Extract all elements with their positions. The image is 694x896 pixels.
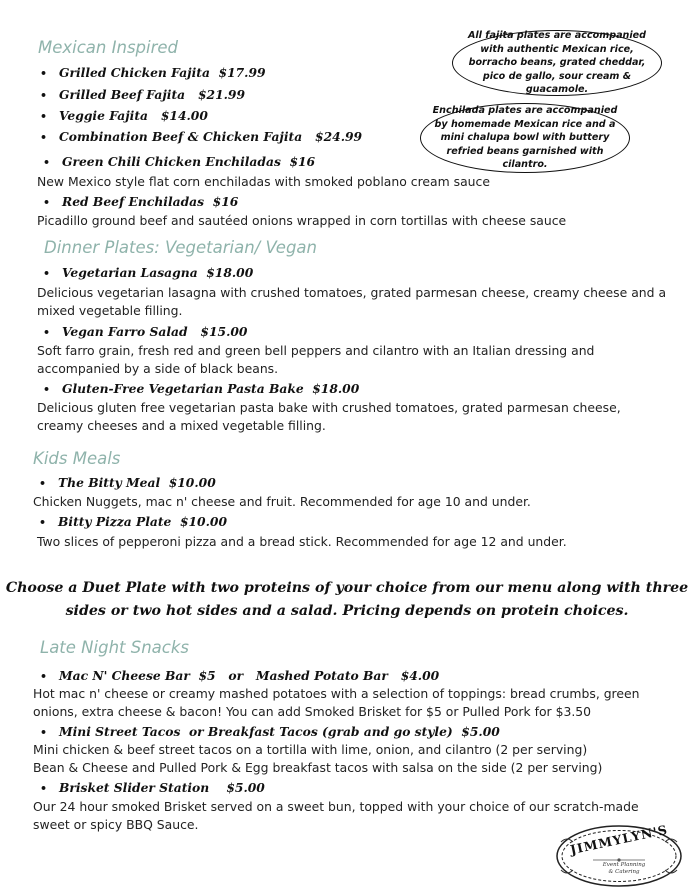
- bullet-icon: •: [40, 110, 48, 123]
- item-price: $14.00: [160, 108, 208, 123]
- menu-item: [40, 668, 439, 683]
- enchilada-note: Enchilada plates are accompanied by homemade Mexican rice and a mini chalupa bowl with buttery refried beans garnished with cilantro.: [420, 103, 630, 173]
- bullet-icon: •: [43, 267, 51, 280]
- logo-tagline-line: & Catering: [608, 868, 640, 875]
- menu-item: [40, 780, 265, 795]
- item-description: [33, 685, 639, 720]
- description-line: Hot mac n' cheese or creamy mashed potatoes with a selection of toppings: bread crumbs, green: [33, 686, 640, 701]
- logo-tagline: [593, 862, 655, 875]
- item-price: $4.00: [400, 668, 440, 683]
- description-line: Mini chicken & beef street tacos on a tortilla with lime, onion, and cilantro (2 per serving): [33, 742, 588, 757]
- bullet-icon: •: [40, 782, 48, 795]
- item-price: $16: [289, 154, 316, 169]
- description-line: Bean & Cheese and Pulled Pork & Egg breakfast tacos with salsa on the side (2 per serving): [33, 759, 603, 775]
- item-price: $24.99: [315, 129, 363, 144]
- item-price: $17.99: [218, 65, 266, 80]
- description-line: Delicious gluten free vegetarian pasta bake with crushed tomatoes, grated parmesan cheese,: [37, 400, 621, 415]
- bullet-icon: •: [40, 726, 48, 739]
- item-price: $10.00: [168, 475, 216, 490]
- item-description: [33, 741, 602, 776]
- menu-item: [43, 381, 359, 396]
- item-price: $21.99: [197, 87, 246, 102]
- section-heading-kids: Kids Meals: [33, 449, 121, 468]
- item-name: Grilled Beef Fajita: [59, 87, 186, 102]
- section-heading-mexican: Mexican Inspired: [38, 38, 179, 57]
- item-price: $18.00: [206, 265, 254, 280]
- menu-item: [43, 154, 315, 169]
- item-name: Veggie Fajita: [59, 108, 149, 123]
- bullet-icon: •: [40, 670, 48, 683]
- item-price: $5.00: [226, 780, 265, 795]
- duet-plate-promo: [0, 577, 694, 623]
- menu-item: [43, 324, 247, 339]
- item-name: Brisket Slider Station: [59, 780, 210, 795]
- menu-item: [40, 129, 362, 144]
- description-line: Our 24 hour smoked Brisket served on a sweet bun, topped with your choice of our scratch-made: [33, 799, 639, 814]
- logo-name: JIMMYLYN'S: [568, 821, 670, 858]
- fajita-note: All fajita plates are accompanied with authentic Mexican rice, borracho beans, grated cheddar, pico de gallo, sour cream & guacamole.: [452, 30, 662, 96]
- description-line: Delicious vegetarian lasagna with crushed tomatoes, grated parmesan cheese, creamy cheese and a: [37, 285, 667, 300]
- bullet-icon: •: [40, 131, 48, 144]
- menu-item: [39, 514, 227, 529]
- item-name: Mac N' Cheese Bar $5 or Mashed Potato Bar: [59, 668, 388, 683]
- description-line: onions, extra cheese & bacon! You can add Smoked Brisket for $5 or Pulled Pork for $3.50: [33, 703, 592, 719]
- bullet-icon: •: [39, 477, 47, 490]
- section-heading-dinner: Dinner Plates: Vegetarian/ Vegan: [44, 238, 317, 257]
- description-line: creamy cheeses and a mixed vegetable filling.: [37, 417, 326, 433]
- item-name: Green Chili Chicken Enchiladas: [62, 154, 281, 169]
- bullet-icon: •: [43, 196, 51, 209]
- item-description: Chicken Nuggets, mac n' cheese and fruit. Recommended for age 10 and under.: [33, 494, 531, 509]
- description-line: mixed vegetable filling.: [37, 302, 183, 318]
- promo-line: sides or two hot sides and a salad. Pricing depends on protein choices.: [65, 603, 629, 619]
- item-description: [37, 342, 594, 377]
- menu-item: [40, 108, 208, 123]
- item-description: Two slices of pepperoni pizza and a bread stick. Recommended for age 12 and under.: [37, 534, 567, 549]
- menu-item: [43, 265, 253, 280]
- description-line: sweet or spicy BBQ Sauce.: [33, 816, 199, 832]
- bullet-icon: •: [43, 383, 51, 396]
- bullet-icon: •: [43, 156, 51, 169]
- item-price: $10.00: [179, 514, 227, 529]
- bullet-icon: •: [40, 89, 48, 102]
- item-description: [37, 399, 621, 434]
- item-price: $5.00: [461, 724, 500, 739]
- item-description: Picadillo ground beef and sautéed onions wrapped in corn tortillas with cheese sauce: [37, 213, 567, 228]
- logo-tagline-line: Event Planning: [602, 862, 646, 868]
- item-name: Vegan Farro Salad: [62, 324, 188, 339]
- jimmylyns-logo: [553, 822, 685, 890]
- item-name: Grilled Chicken Fajita: [59, 65, 210, 80]
- description-line: Soft farro grain, fresh red and green bell peppers and cilantro with an Italian dressing and: [37, 343, 595, 358]
- bullet-icon: •: [43, 326, 51, 339]
- item-name: Mini Street Tacos or Breakfast Tacos (grab and go style): [59, 724, 453, 739]
- menu-item: [40, 724, 500, 739]
- menu-item: [40, 65, 266, 80]
- item-name: Combination Beef & Chicken Fajita: [59, 129, 303, 144]
- description-line: accompanied by a side of black beans.: [37, 360, 279, 376]
- bullet-icon: •: [39, 516, 47, 529]
- menu-item: [40, 87, 245, 102]
- item-price: $18.00: [312, 381, 360, 396]
- item-price: $15.00: [200, 324, 248, 339]
- item-description: New Mexico style flat corn enchiladas with smoked poblano cream sauce: [37, 174, 490, 189]
- menu-item: [39, 475, 216, 490]
- item-description: [37, 284, 666, 319]
- section-heading-late-night: Late Night Snacks: [40, 638, 190, 657]
- item-price: $16: [212, 194, 239, 209]
- bullet-icon: •: [40, 67, 48, 80]
- menu-item: [43, 194, 238, 209]
- item-description: [33, 798, 639, 833]
- item-name: Vegetarian Lasagna: [62, 265, 198, 280]
- item-name: Bitty Pizza Plate: [58, 514, 172, 529]
- item-name: Gluten-Free Vegetarian Pasta Bake: [62, 381, 304, 396]
- item-name: Red Beef Enchiladas: [62, 194, 205, 209]
- promo-line: Choose a Duet Plate with two proteins of your choice from our menu along with three: [5, 580, 689, 596]
- item-name: The Bitty Meal: [58, 475, 161, 490]
